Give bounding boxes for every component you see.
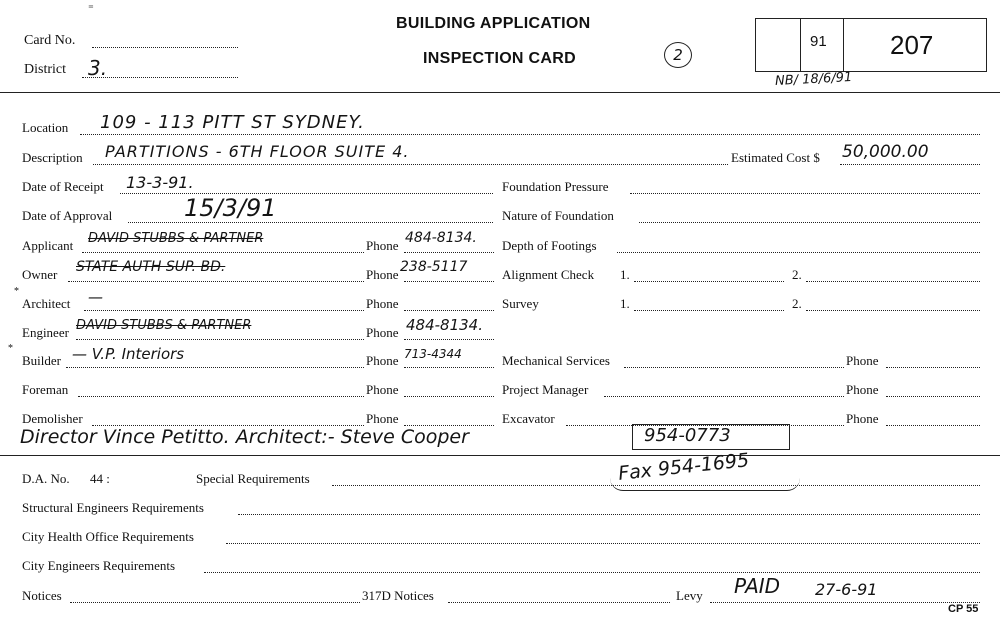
city-health-field[interactable] (226, 543, 980, 544)
form-code: CP 55 (948, 603, 979, 615)
alignment-check-field-1[interactable] (634, 281, 784, 282)
stray-mark-3: * (8, 343, 13, 354)
notices-label: Notices (22, 588, 62, 603)
alignment-check-label: Alignment Check (502, 267, 595, 282)
owner-phone-value: 238-5117 (400, 259, 468, 275)
survey-num-2: 2. (792, 296, 802, 311)
depth-of-footings-field[interactable] (617, 252, 980, 253)
engineer-label: Engineer (22, 325, 69, 340)
project-manager-label: Project Manager (502, 382, 589, 397)
mechanical-phone-field[interactable] (886, 367, 980, 368)
foundation-pressure-label: Foundation Pressure (502, 179, 609, 194)
mechanical-services-field[interactable] (624, 367, 844, 368)
district-label: District (24, 62, 66, 77)
engineer-value: DAVID STUBBS & PARTNER (76, 318, 252, 333)
owner-value: STATE AUTH SUP. BD. (76, 259, 226, 275)
project-manager-field[interactable] (604, 396, 844, 397)
city-engineers-field[interactable] (204, 572, 980, 573)
engineer-phone-label: Phone (366, 325, 399, 340)
architect-field[interactable] (84, 310, 364, 311)
foreman-phone-label: Phone (366, 382, 399, 397)
foreman-label: Foreman (22, 382, 69, 397)
architect-phone-label: Phone (366, 296, 399, 311)
builder-field[interactable] (66, 367, 364, 368)
section-divider (0, 455, 1000, 456)
survey-field-1[interactable] (634, 310, 784, 311)
engineer-phone-field[interactable] (404, 339, 494, 340)
applicant-value: DAVID STUBBS & PARTNER (88, 231, 264, 246)
location-value: 109 - 113 PITT ST SYDNEY. (100, 112, 365, 133)
handwritten-date: NB/ 18/6/91 (774, 69, 853, 90)
survey-num-1: 1. (620, 296, 630, 311)
circled-number: 2 (664, 42, 692, 68)
city-health-label: City Health Office Requirements (22, 529, 194, 544)
builder-label: Builder (22, 353, 61, 368)
survey-label: Survey (502, 296, 539, 311)
date-of-approval-field[interactable] (128, 222, 493, 223)
applicant-phone-label: Phone (366, 238, 399, 253)
builder-phone-field[interactable] (404, 367, 494, 368)
builder-phone-value: 713-4344 (404, 347, 462, 361)
project-manager-phone-field[interactable] (886, 396, 980, 397)
levy-label: Levy (676, 588, 703, 603)
mechanical-services-label: Mechanical Services (502, 353, 610, 368)
estimated-cost-label: Estimated Cost $ (731, 150, 820, 165)
da-no-value: 44 : (90, 471, 110, 486)
district-value: 3. (88, 56, 108, 80)
date-of-receipt-field[interactable] (120, 193, 493, 194)
city-engineers-label: City Engineers Requirements (22, 558, 176, 573)
excavator-phone-field[interactable] (886, 425, 980, 426)
estimated-cost-field[interactable] (840, 164, 980, 165)
description-value: PARTITIONS - 6TH FLOOR SUITE 4. (105, 142, 410, 161)
survey-field-2[interactable] (806, 310, 980, 311)
box-divider-1 (800, 18, 801, 72)
applicant-phone-value: 484-8134. (405, 230, 477, 246)
nature-of-foundation-label: Nature of Foundation (502, 208, 614, 223)
boxed-phone: 954-0773 (644, 425, 731, 446)
alignment-check-num-2: 2. (792, 267, 802, 282)
architect-value: — (88, 288, 103, 306)
applicant-label: Applicant (22, 238, 74, 253)
foreman-phone-field[interactable] (404, 396, 494, 397)
form-subtitle: INSPECTION CARD (423, 50, 576, 67)
applicant-phone-field[interactable] (404, 252, 494, 253)
date-of-receipt-value: 13-3-91. (126, 173, 194, 192)
special-requirements-label: Special Requirements (196, 471, 310, 486)
foreman-field[interactable] (78, 396, 364, 397)
foundation-pressure-field[interactable] (630, 193, 980, 194)
levy-field[interactable] (710, 602, 980, 603)
card-no-label: Card No. (24, 33, 76, 48)
317d-notices-label: 317D Notices (362, 588, 434, 603)
owner-label: Owner (22, 267, 58, 282)
form-title: BUILDING APPLICATION (396, 15, 591, 32)
date-of-receipt-label: Date of Receipt (22, 179, 104, 194)
box-divider-2 (843, 18, 844, 72)
fax-underline (610, 478, 800, 491)
notices-field[interactable] (70, 602, 360, 603)
date-of-approval-value: 15/3/91 (184, 194, 277, 222)
fax-note: Fax 954-1695 (617, 449, 751, 485)
levy-date: 27-6-91 (815, 580, 878, 599)
engineer-phone-value: 484-8134. (406, 316, 483, 334)
header-divider (0, 92, 1000, 93)
card-number-box (755, 18, 987, 72)
levy-value: PAID (734, 574, 781, 598)
alignment-check-num-1: 1. (620, 267, 630, 282)
card-no-field[interactable] (92, 47, 238, 48)
location-label: Location (22, 120, 69, 135)
engineer-field[interactable] (76, 339, 364, 340)
builder-phone-label: Phone (366, 353, 399, 368)
owner-phone-field[interactable] (404, 281, 494, 282)
structural-engineers-field[interactable] (238, 514, 980, 515)
estimated-cost-value: 50,000.00 (842, 142, 929, 162)
nature-of-foundation-field[interactable] (639, 222, 980, 223)
box-number: 207 (890, 30, 934, 60)
project-manager-phone-label: Phone (846, 382, 879, 397)
structural-engineers-label: Structural Engineers Requirements (22, 500, 204, 515)
applicant-field[interactable] (82, 252, 364, 253)
317d-notices-field[interactable] (448, 602, 670, 603)
stray-mark: ⁼ (88, 3, 94, 15)
mechanical-phone-label: Phone (846, 353, 879, 368)
description-label: Description (22, 150, 83, 165)
architect-phone-field[interactable] (404, 310, 494, 311)
demolisher-phone-label: Phone (366, 411, 399, 426)
da-no-label: D.A. No. (22, 471, 70, 486)
stray-mark-2: * (14, 286, 19, 297)
owner-phone-label: Phone (366, 267, 399, 282)
box-year: 91 (810, 33, 827, 50)
builder-value: — V.P. Interiors (72, 345, 185, 363)
demolisher-label: Demolisher (22, 411, 83, 426)
date-of-approval-label: Date of Approval (22, 208, 113, 223)
alignment-check-field-2[interactable] (806, 281, 980, 282)
excavator-phone-label: Phone (846, 411, 879, 426)
architect-label: Architect (22, 296, 71, 311)
handwritten-contacts-note: Director Vince Petitto. Architect:- Steve Cooper (20, 426, 469, 448)
location-field[interactable] (80, 134, 980, 135)
description-field[interactable] (93, 164, 728, 165)
depth-of-footings-label: Depth of Footings (502, 238, 597, 253)
owner-field[interactable] (68, 281, 364, 282)
excavator-label: Excavator (502, 411, 555, 426)
